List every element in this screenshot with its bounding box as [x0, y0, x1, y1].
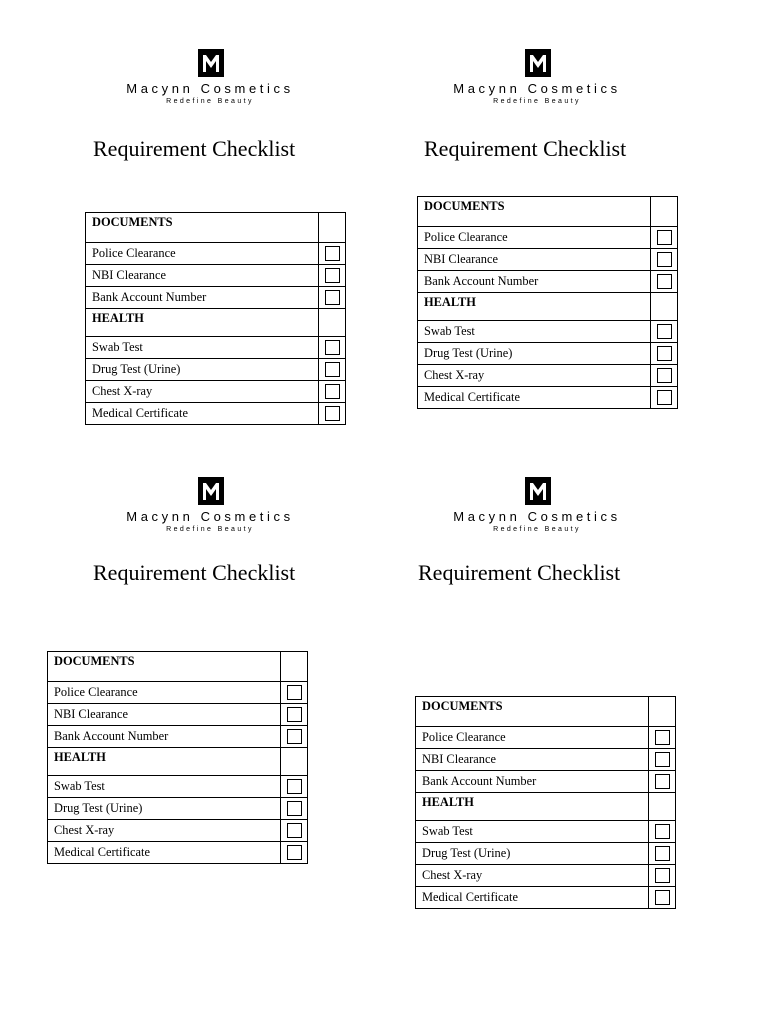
- checklist-title: Requirement Checklist: [93, 136, 296, 161]
- checklist-row: [86, 359, 346, 381]
- brand-tagline: Redefine Beauty: [166, 526, 254, 533]
- item-label: Medical Certificate: [48, 842, 281, 864]
- requirement-checklist: [85, 212, 346, 425]
- checkbox[interactable]: [287, 779, 302, 794]
- checkbox[interactable]: [655, 774, 670, 789]
- checklist-row: [416, 749, 676, 771]
- checkbox[interactable]: [287, 801, 302, 816]
- checklist-row: [418, 365, 678, 387]
- item-label: Drug Test (Urine): [416, 843, 649, 865]
- checklist-row: [86, 287, 346, 309]
- brand-tagline: Redefine Beauty: [493, 98, 581, 105]
- item-label: Drug Test (Urine): [418, 343, 651, 365]
- item-label: Swab Test: [416, 821, 649, 843]
- item-label: Medical Certificate: [86, 403, 319, 425]
- checklist-row: [86, 337, 346, 359]
- section-heading: DOCUMENTS: [418, 197, 651, 227]
- checklist-row: [48, 842, 308, 864]
- checklist-row: [86, 381, 346, 403]
- item-label: Bank Account Number: [416, 771, 649, 793]
- section-heading: HEALTH: [416, 793, 649, 821]
- checklist-row: [416, 865, 676, 887]
- checklist-row: [416, 771, 676, 793]
- requirement-checklist: [47, 651, 308, 864]
- checklist-title: Requirement Checklist: [93, 560, 296, 585]
- item-label: Police Clearance: [418, 227, 651, 249]
- checklist-title: Requirement Checklist: [418, 560, 621, 585]
- requirement-checklist: [417, 196, 678, 409]
- checkbox[interactable]: [655, 730, 670, 745]
- checklist-row: [48, 726, 308, 748]
- section-row-health: [418, 293, 678, 321]
- section-row-documents: [86, 213, 346, 243]
- checkbox[interactable]: [325, 246, 340, 261]
- section-heading: DOCUMENTS: [48, 652, 281, 682]
- checkbox[interactable]: [287, 845, 302, 860]
- item-label: Police Clearance: [86, 243, 319, 265]
- checkbox[interactable]: [655, 868, 670, 883]
- checklist-row: [418, 227, 678, 249]
- brand-logo: [107, 477, 313, 537]
- item-label: Chest X-ray: [418, 365, 651, 387]
- item-label: Police Clearance: [416, 727, 649, 749]
- checkbox[interactable]: [287, 729, 302, 744]
- item-label: Swab Test: [86, 337, 319, 359]
- item-label: Chest X-ray: [86, 381, 319, 403]
- checkbox[interactable]: [325, 290, 340, 305]
- item-label: Chest X-ray: [48, 820, 281, 842]
- checkbox[interactable]: [325, 362, 340, 377]
- item-label: NBI Clearance: [416, 749, 649, 771]
- checkbox[interactable]: [325, 384, 340, 399]
- checklist-row: [418, 271, 678, 293]
- brand-monogram-icon: [198, 477, 224, 505]
- checklist-row: [86, 243, 346, 265]
- section-row-health: [86, 309, 346, 337]
- section-row-documents: [418, 197, 678, 227]
- section-heading: HEALTH: [48, 748, 281, 776]
- item-label: Swab Test: [48, 776, 281, 798]
- item-label: Bank Account Number: [48, 726, 281, 748]
- item-label: Medical Certificate: [418, 387, 651, 409]
- item-label: NBI Clearance: [48, 704, 281, 726]
- section-row-health: [416, 793, 676, 821]
- requirement-checklist: [415, 696, 676, 909]
- checklist-row: [416, 843, 676, 865]
- checklist-row: [48, 704, 308, 726]
- checklist-row: [418, 321, 678, 343]
- section-heading: HEALTH: [86, 309, 319, 337]
- checkbox[interactable]: [655, 890, 670, 905]
- brand-tagline: Redefine Beauty: [493, 526, 581, 533]
- brand-name: Macynn Cosmetics: [126, 509, 294, 524]
- checklist-row: [418, 343, 678, 365]
- checklist-row: [416, 821, 676, 843]
- brand-logo: [434, 49, 640, 109]
- checkbox[interactable]: [657, 390, 672, 405]
- checkbox[interactable]: [657, 252, 672, 267]
- item-label: NBI Clearance: [86, 265, 319, 287]
- checkbox[interactable]: [655, 846, 670, 861]
- item-label: Police Clearance: [48, 682, 281, 704]
- brand-logo: [434, 477, 640, 537]
- section-row-documents: [416, 697, 676, 727]
- checklist-row: [416, 727, 676, 749]
- brand-tagline: Redefine Beauty: [166, 98, 254, 105]
- section-heading: DOCUMENTS: [86, 213, 319, 243]
- brand-monogram-icon: [525, 477, 551, 505]
- checklist-row: [416, 887, 676, 909]
- section-row-documents: [48, 652, 308, 682]
- checklist-row: [48, 682, 308, 704]
- checkbox[interactable]: [287, 685, 302, 700]
- item-label: Drug Test (Urine): [86, 359, 319, 381]
- checkbox[interactable]: [657, 368, 672, 383]
- checklist-title: Requirement Checklist: [424, 136, 627, 161]
- checkbox[interactable]: [657, 230, 672, 245]
- brand-monogram-icon: [198, 49, 224, 77]
- checkbox[interactable]: [657, 346, 672, 361]
- checklist-row: [48, 776, 308, 798]
- item-label: Swab Test: [418, 321, 651, 343]
- item-label: Drug Test (Urine): [48, 798, 281, 820]
- checkbox[interactable]: [655, 824, 670, 839]
- checkbox[interactable]: [287, 823, 302, 838]
- section-row-health: [48, 748, 308, 776]
- brand-name: Macynn Cosmetics: [453, 81, 621, 96]
- item-label: Medical Certificate: [416, 887, 649, 909]
- section-heading: DOCUMENTS: [416, 697, 649, 727]
- brand-name: Macynn Cosmetics: [453, 509, 621, 524]
- checklist-row: [418, 249, 678, 271]
- item-label: NBI Clearance: [418, 249, 651, 271]
- checkbox[interactable]: [325, 268, 340, 283]
- checklist-row: [418, 387, 678, 409]
- item-label: Bank Account Number: [418, 271, 651, 293]
- checkbox[interactable]: [657, 324, 672, 339]
- checklist-row: [86, 403, 346, 425]
- item-label: Chest X-ray: [416, 865, 649, 887]
- checklist-row: [48, 798, 308, 820]
- checkbox[interactable]: [325, 406, 340, 421]
- checkbox[interactable]: [657, 274, 672, 289]
- checkbox[interactable]: [325, 340, 340, 355]
- section-heading: HEALTH: [418, 293, 651, 321]
- brand-monogram-icon: [525, 49, 551, 77]
- checkbox[interactable]: [655, 752, 670, 767]
- checklist-row: [86, 265, 346, 287]
- brand-name: Macynn Cosmetics: [126, 81, 294, 96]
- checklist-row: [48, 820, 308, 842]
- brand-logo: [107, 49, 313, 109]
- item-label: Bank Account Number: [86, 287, 319, 309]
- checkbox[interactable]: [287, 707, 302, 722]
